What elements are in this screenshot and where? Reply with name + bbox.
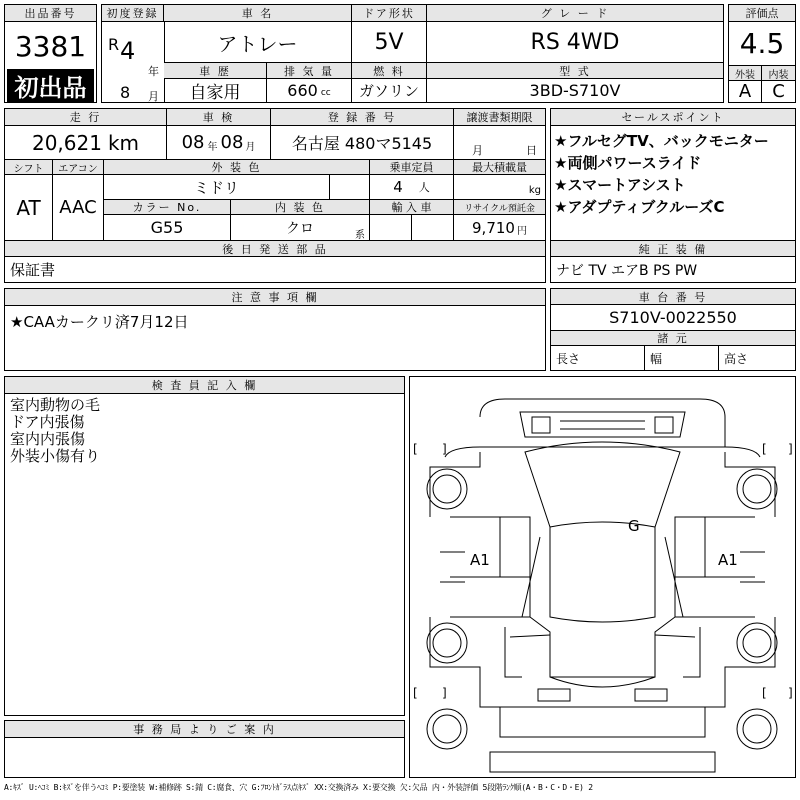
model-value: 3BD-S710V	[529, 81, 621, 100]
reg-no-label: 登 録 番 号	[271, 109, 454, 126]
svg-text:[: [	[413, 686, 418, 700]
inspector-line-4: 外装小傷有り	[10, 447, 101, 465]
chassis-box	[550, 288, 796, 371]
inspector-line-2: ドア内張傷	[10, 413, 85, 431]
office-box	[4, 720, 405, 778]
body-outline	[430, 442, 775, 772]
transfer-month-unit: 月	[472, 144, 483, 157]
door-label: ドア形状	[352, 5, 427, 22]
int-color-label: 内 装 色	[231, 200, 370, 215]
history-label: 車 歴	[164, 63, 267, 79]
first-reg-year-unit: 年	[148, 65, 159, 78]
recycle-label: リサイクル預託金	[454, 200, 545, 215]
details-box	[4, 108, 546, 283]
int-color-value: クロ	[286, 220, 314, 237]
inspection-label: 車 検	[167, 109, 271, 126]
damage-diagram-box	[409, 376, 796, 778]
ext-rating-label: 外装	[729, 66, 762, 81]
displacement-label: 排 気 量	[267, 63, 352, 79]
ext-color-value: ミドリ	[104, 175, 330, 200]
lot-number-box	[4, 4, 97, 103]
damage-mark-g: G	[628, 517, 640, 535]
first-reg-label: 初度登録	[102, 5, 164, 22]
shift-label: シフト	[5, 160, 53, 175]
svg-text:[: [	[762, 686, 767, 700]
rating-box	[728, 4, 796, 103]
first-reg-era: R	[108, 35, 120, 54]
front-section	[445, 399, 760, 457]
import-cell-b	[412, 215, 454, 241]
specs-label: 諸 元	[551, 331, 795, 346]
inspector-label: 検 査 員 記 入 欄	[5, 377, 404, 394]
capacity-unit: 人	[418, 181, 430, 194]
inspector-line-3: 室内内張傷	[10, 430, 86, 448]
first-reg-year: 4	[120, 37, 136, 65]
svg-text:[: [	[413, 442, 418, 456]
damage-mark-a1-right: A1	[718, 551, 738, 569]
color-no-label: カラー No.	[104, 200, 231, 215]
inspection-month: 08	[220, 132, 244, 153]
transfer-cell	[454, 126, 545, 160]
load-label: 最大積載量	[454, 160, 545, 175]
ext-rating-value: A	[729, 81, 762, 102]
sales-points-label: セールスポイント	[551, 109, 795, 126]
inspector-box	[4, 376, 405, 716]
inspection-month-unit: 月	[245, 142, 256, 153]
int-color-unit: 系	[355, 230, 365, 241]
later-parts-label: 後 日 発 送 部 品	[5, 241, 545, 257]
spec-height-label: 高さ	[724, 351, 749, 366]
mileage-cell	[5, 126, 167, 160]
svg-text:[: [	[762, 442, 767, 456]
notes-label: 注 意 事 項 欄	[5, 289, 545, 306]
vehicle-diagram	[410, 377, 795, 777]
chassis-label: 車 台 番 号	[551, 289, 795, 305]
notes-value: ★CAAカークリ済7月12日	[10, 313, 189, 331]
first-reg-month: 8	[120, 83, 131, 102]
recycle-cell	[454, 215, 545, 241]
svg-text:]: ]	[442, 686, 447, 700]
first-reg-month-unit: 月	[148, 90, 159, 103]
bracket-marks	[413, 442, 793, 700]
door-value: 5V	[352, 22, 427, 63]
int-rating-value: C	[772, 81, 785, 102]
reg-no-value: 名古屋 480マ5145	[271, 126, 454, 160]
transfer-day-unit: 日	[526, 144, 537, 157]
capacity-value: 4	[393, 178, 403, 196]
equipment-label: 純 正 装 備	[551, 240, 795, 257]
recycle-value: 9,710	[472, 218, 515, 237]
inspector-line-1: 室内動物の毛	[10, 396, 101, 414]
rating-value: 4.5	[729, 22, 795, 66]
mileage-unit: km	[107, 130, 140, 155]
int-color-cell	[231, 215, 370, 241]
sales-point-4: ★アダプティブクルーズC	[554, 198, 725, 216]
car-name-value: アトレー	[164, 22, 352, 63]
grade-label: グ レ ー ド	[427, 5, 723, 22]
damage-mark-a1-left: A1	[470, 551, 490, 569]
history-value: 自家用	[164, 79, 267, 102]
sales-point-2: ★両側パワースライド	[554, 154, 702, 172]
office-label: 事 務 局 よ り ご 案 内	[5, 721, 404, 738]
sales-points-box	[550, 108, 796, 283]
grade-value: RS 4WD	[427, 22, 723, 63]
displacement-unit: cc	[320, 88, 331, 98]
model-label: 型 式	[427, 63, 723, 79]
color-no-value: G55	[104, 215, 231, 241]
chassis-value: S710V-0022550	[551, 305, 795, 331]
rating-label: 評価点	[729, 5, 795, 22]
inspection-cell	[167, 126, 271, 160]
notes-box	[4, 288, 546, 371]
vehicle-info-box	[101, 4, 724, 103]
lot-number-value: 3381	[14, 29, 87, 63]
load-cell	[454, 175, 545, 200]
equipment-value: ナビ TV エアB PS PW	[556, 262, 698, 279]
fuel-value: ガソリン	[352, 79, 427, 102]
int-rating-label: 内装	[762, 66, 795, 81]
mileage-label: 走 行	[5, 109, 167, 126]
transfer-label: 譲渡書類期限	[454, 109, 545, 126]
recycle-unit: 円	[516, 226, 527, 237]
first-listing-badge: 初出品	[7, 69, 94, 102]
spec-width-label: 幅	[645, 346, 719, 370]
spec-length-label: 長さ	[551, 346, 645, 370]
displacement-cell	[267, 79, 352, 102]
import-cell-a	[370, 215, 412, 241]
inspection-year: 08	[181, 132, 205, 153]
inspection-year-unit: 年	[207, 142, 218, 153]
sales-point-3: ★スマートアシスト	[554, 176, 686, 194]
svg-text:]: ]	[442, 442, 447, 456]
damage-legend: A:ｷｽﾞ U:ﾍｺﾐ B:ｷｽﾞを伴うﾍｺﾐ P:要塗装 W:補修跡 S:錆 C:腐食、穴 G:ﾌﾛﾝﾄｶﾞﾗｽ点ｷｽﾞ XX:交換済み X:要交換 欠:欠品 内・外装評価 5段階ﾗﾝｸ順(A・B・C・D・E) 2	[4, 783, 593, 792]
lot-number-label: 出品番号	[5, 5, 96, 22]
shift-value: AT	[5, 175, 53, 241]
car-name-label: 車 名	[164, 5, 352, 22]
later-parts-value: 保証書	[10, 261, 56, 279]
fuel-label: 燃 料	[352, 63, 427, 79]
capacity-label: 乗車定員	[370, 160, 454, 175]
ac-value: AAC	[53, 175, 104, 241]
import-label: 輸 入 車	[370, 200, 454, 215]
ext-color-label: 外 装 色	[104, 160, 370, 175]
mileage-value: 20,621	[31, 130, 102, 155]
capacity-cell	[370, 175, 454, 200]
ext-color-extra	[330, 175, 370, 200]
ac-label: エアコン	[53, 160, 104, 175]
displacement-value: 660	[287, 81, 318, 100]
svg-text:]: ]	[788, 442, 793, 456]
sales-point-1: ★フルセグTV、バックモニター	[554, 132, 769, 150]
load-unit: kg	[528, 185, 541, 196]
svg-text:]: ]	[788, 686, 793, 700]
